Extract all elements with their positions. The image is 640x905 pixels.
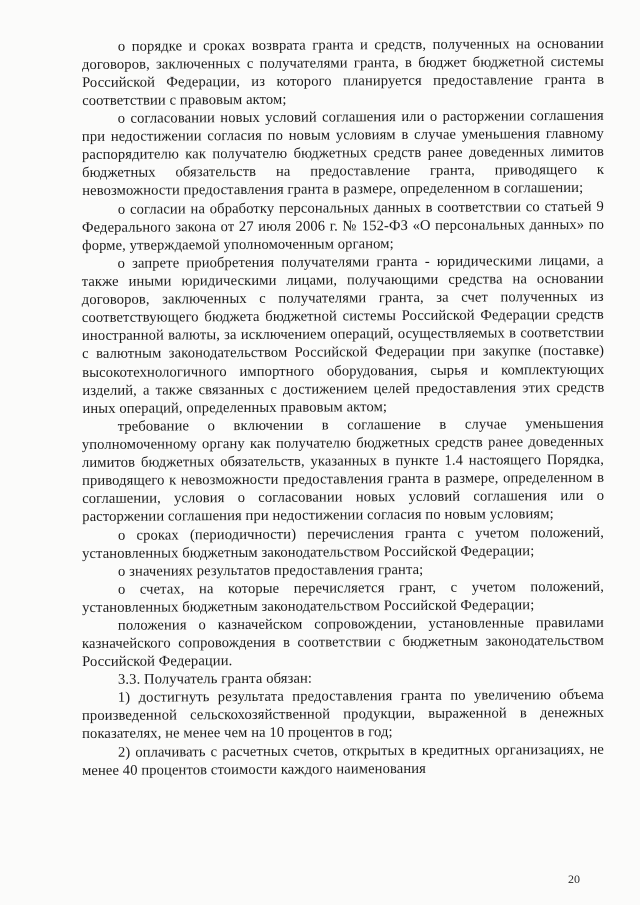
paragraph-personal-data-consent: о согласии на обработку персональных данных в соответствии со статьей 9 Федерального закона от 27 июля 2006 г. № 152-ФЗ «О персональных данных» по форме, утверждаемой уполномоченным органом; — [81, 198, 605, 255]
paragraph-agreement-terms: о согласовании новых условий соглашения или о расторжении соглашения при недостижении согласия по новым условиям в случае уменьшения главному распорядителю как получателю бюджетных средств ранее доведенных лимитов бюджетных обязательств на предоставление гранта, приводящего к невозможности предоставления гранта в размере, определенном в соглашении; — [81, 108, 605, 200]
paragraph-result-values: о значениях результатов предоставления гранта; — [117, 561, 424, 580]
paragraph-foreign-currency-ban: о запрете приобретения получателями гранта - юридическими лицами, а также иными юридическими лицами, получающими средства на основании договоров, заключенных с получателями гранта, за счет полученных из соответствующего бюджета бюджетной системы Российской Федерации средств иностранной валюты, за исключением операций, осуществляемых в соответствии с валютным законодательством Российской Федерации при закупке (поставке) высокотехнологичного импортного оборудования, сырья и комплектующих изделий, а также связанных с достижением целей предоставления этих средств иных операций, определенных правовым актом; — [81, 252, 605, 417]
page-number: 20 — [568, 872, 580, 886]
paragraph-accounts: о счетах, на которые перечисляется грант, с учетом положений, установленных бюджетным законодательством Российской Федерации; — [82, 578, 604, 616]
paragraph-return-of-grant: о порядке и сроках возврата гранта и средств, полученных на основании договоров, заключенных с получателями гранта, в бюджет бюджетной системы Российской Федерации, из которого планируется предоставление гранта в соответствии с правовым актом; — [81, 35, 605, 110]
paragraph-obligation-2: 2) оплачивать с расчетных счетов, открытых в кредитных организациях, не менее 40 процентов стоимости каждого наименования — [82, 741, 604, 779]
paragraph-obligation-1: 1) достигнуть результата предоставления гранта по увеличению объема произведенной сельскохозяйственной продукции, выраженной в денежных показателях, не менее чем на 10 процентов в год; — [81, 687, 605, 743]
paragraph-treasury-support: положения о казначейском сопровождении, установленные правилами казначейского сопровождения в соответствии с бюджетным законодательством Российской Федерации. — [81, 614, 605, 671]
section-heading-3-3: 3.3. Получатель гранта обязан: — [117, 670, 313, 689]
document-body — [81, 35, 605, 780]
paragraph-limit-reduction-requirement: требование о включении в соглашение в случае уменьшения уполномоченному органу как получателю бюджетных средств ранее доведенных лимитов бюджетных обязательств, указанных в пункте 1.4 настоящего Порядка, приводящего к невозможности предоставления гранта в размере, определенном в соглашении, условия о согласовании новых условий соглашения или о расторжении соглашения при недостижении согласия по новым условиям; — [81, 415, 605, 526]
paragraph-transfer-periodicity: о сроках (периодичности) перечисления гранта с учетом положений, установленных бюджетным законодательством Российской Федерации; — [82, 524, 604, 562]
